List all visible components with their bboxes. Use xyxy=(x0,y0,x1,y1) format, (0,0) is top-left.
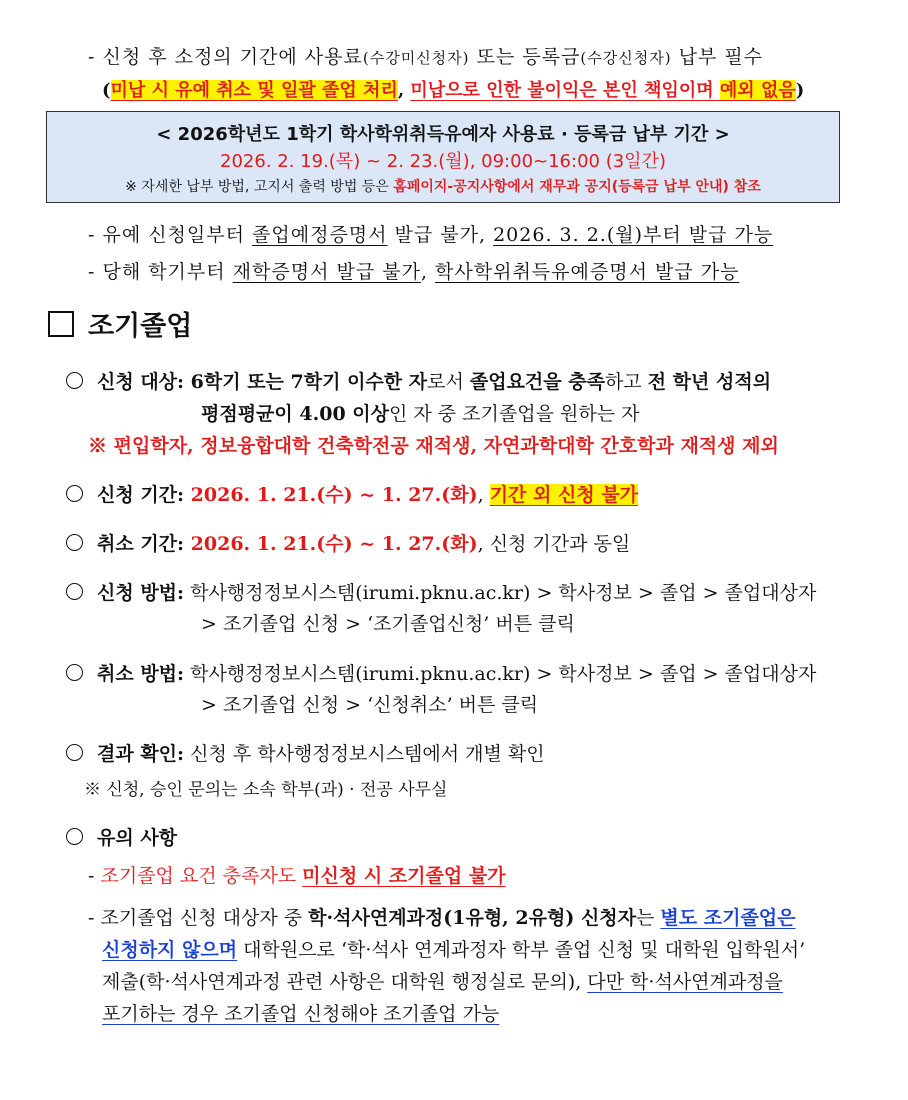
bullet-circle-icon xyxy=(66,583,83,600)
defer-note-2: - 당해 학기부터 재학증명서 발급 불가, 학사학위취득유예증명서 발급 가능 xyxy=(88,261,740,283)
result-note: ※ 신청, 승인 문의는 소속 학부(과) · 전공 사무실 xyxy=(84,780,448,800)
apply-method-row-2: > 조기졸업 신청 > ‘조기졸업신청’ 버튼 클릭 xyxy=(201,613,575,635)
eligibility-exclusion: ※ 편입학자, 정보융합대학 건축학전공 재적생, 자연과학대학 간호학과 재적생 제외 xyxy=(88,435,779,457)
cancel-method-row: 취소 방법: 학사행정정보시스템(irumi.pknu.ac.kr) > 학사정보 > 졸업 > 졸업대상자 xyxy=(66,659,816,686)
payment-warning-line: (미납 시 유예 취소 및 일괄 졸업 처리, 미납으로 인한 불이익은 본인 책임이며 예외 없음) xyxy=(102,80,805,101)
caution-2-line-2: 신청하지 않으며 대학원으로 ‘학·석사 연계과정자 학부 졸업 신청 및 대학원 입학원서’ xyxy=(102,939,806,961)
caution-1: - 조기졸업 요건 충족자도 미신청 시 조기졸업 불가 xyxy=(88,865,506,887)
no-late-apply-warning: 기간 외 신청 불가 xyxy=(489,484,639,506)
section-heading xyxy=(48,304,192,343)
bullet-circle-icon xyxy=(66,534,83,551)
cancel-period-row: 취소 기간: 2026. 1. 21.(수) ~ 1. 27.(화), 신청 기간과 동일 xyxy=(66,529,630,556)
bullet-circle-icon xyxy=(66,664,83,681)
notice-link: 홈페이지-공지사항에서 재무과 공지(등록금 납부 안내) 참조 xyxy=(393,179,761,195)
apply-period-row: 신청 기간: 2026. 1. 21.(수) ~ 1. 27.(화), 기간 외 신청 불가 xyxy=(66,480,638,507)
notice-period: 2026. 2. 19.(목) ~ 2. 23.(월), 09:00~16:00 (3일간) xyxy=(220,151,666,172)
cautions-heading: 유의 사항 xyxy=(66,823,177,850)
cancel-method-row-2: > 조기졸업 신청 > ‘신청취소’ 버튼 클릭 xyxy=(201,694,539,716)
checkbox-square-icon xyxy=(48,311,74,337)
cancel-warning: 미납 시 유예 취소 및 일괄 졸업 처리 xyxy=(110,80,398,101)
notice-note: ※ 자세한 납부 방법, 고지서 출력 방법 등은 홈페이지-공지사항에서 재무과 공지(등록금 납부 안내) 참조 xyxy=(125,179,761,195)
section-title: 조기졸업 xyxy=(88,311,193,342)
no-exception-warning: 예외 없음 xyxy=(719,80,796,101)
result-row: 결과 확인: 신청 후 학사행정정보시스템에서 개별 확인 xyxy=(66,739,545,766)
eligibility-row: 신청 대상: 6학기 또는 7학기 이수한 자로서 졸업요건을 충족하고 전 학년 성적의 xyxy=(66,367,771,394)
eligibility-row-2: 평점평균이 4.00 이상인 자 중 조기졸업을 원하는 자 xyxy=(201,403,640,425)
caution-2-line-3: 제출(학·석사연계과정 관련 사항은 대학원 행정실로 문의), 다만 학·석사연계과정을 xyxy=(102,971,783,993)
payment-period-notice xyxy=(46,111,840,203)
bullet-circle-icon xyxy=(66,828,83,845)
bullet-circle-icon xyxy=(66,372,83,389)
caution-2-line-1: - 조기졸업 신청 대상자 중 학·석사연계과정(1유형, 2유형) 신청자는 별도 조기졸업은 xyxy=(88,907,796,929)
apply-method-row: 신청 방법: 학사행정정보시스템(irumi.pknu.ac.kr) > 학사정보 > 졸업 > 졸업대상자 xyxy=(66,578,816,605)
caution-2-line-4: 포기하는 경우 조기졸업 신청해야 조기졸업 가능 xyxy=(102,1003,500,1025)
bullet-circle-icon xyxy=(66,744,83,761)
defer-note-1: - 유예 신청일부터 졸업예정증명서 발급 불가, 2026. 3. 2.(월)부터 발급 가능 xyxy=(88,224,774,246)
notice-title: < 2026학년도 1학기 학사학위취득유예자 사용료 · 등록금 납부 기간 > xyxy=(156,124,730,145)
bullet-circle-icon xyxy=(66,485,83,502)
payment-required-line: - 신청 후 소정의 기간에 사용료(수강미신청자) 또는 등록금(수강신청자) 납부 필수 xyxy=(88,46,764,68)
